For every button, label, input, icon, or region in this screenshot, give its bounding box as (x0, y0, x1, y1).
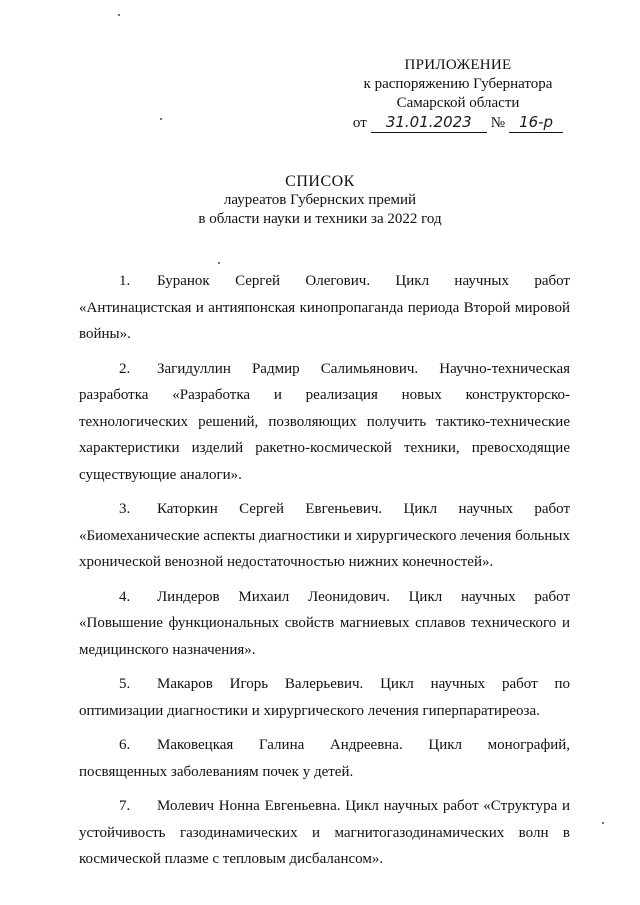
list-subtitle-1: лауреатов Губернских премий (223, 192, 417, 208)
item-number: 5. (119, 676, 131, 692)
item-text: Макаров Игорь Валерьевич. Цикл научных работ по оптимизации диагностики и хирургического лечения гиперпаратиреоза. (79, 676, 570, 719)
item-number: 4. (119, 588, 131, 605)
item-number: 1. (119, 273, 131, 289)
item-text: Каторкин Сергей Евгеньевич. Цикл научных работ «Биомеханические аспекты диагностики и хирургического лечения больных хронической венозной недостаточностью нижних конечностей». (79, 501, 570, 570)
list-item (79, 671, 570, 724)
item-text: Буранок Сергей Олегович. Цикл научных работ «Антинацистская и антияпонская кинопропаганда периода Второй мировой войны». (79, 273, 570, 342)
list-item (79, 356, 570, 489)
item-number: 6. (119, 737, 131, 753)
item-number: 3. (119, 501, 131, 517)
scan-speck (160, 118, 162, 120)
appendix-line-2: Самарской области (396, 95, 520, 111)
order-number: 16-р (509, 113, 563, 133)
item-text: Загидуллин Радмир Салимьянович. Научно-техническая разработка «Разработка и реализация новых конструкторско-технологических решений, позволяющих получить тактико-технические характеристики изделий ракетно-космической техники, превосходящие существующие аналоги». (79, 360, 570, 483)
appendix-title: ПРИЛОЖЕНИЕ (404, 57, 512, 73)
list-item (79, 793, 570, 873)
list-item (79, 496, 570, 576)
order-reference (338, 113, 578, 133)
list-subtitle-2: в области науки и техники за 2022 год (198, 211, 442, 227)
laureates-list (79, 268, 570, 881)
list-item (79, 732, 570, 785)
item-number: 2. (119, 360, 131, 377)
scan-speck (118, 14, 120, 16)
item-text: Молевич Нонна Евгеньевна. Цикл научных работ «Структура и устойчивость газодинамических и магнитогазодинамических волн в космической плазме с тепловым дисбалансом». (79, 798, 570, 867)
order-prefix-number: № (490, 115, 506, 131)
appendix-block (338, 56, 578, 133)
list-title: СПИСОК (285, 173, 355, 190)
scan-speck (218, 262, 220, 264)
list-item (79, 268, 570, 348)
scan-speck (602, 822, 604, 824)
list-item (79, 584, 570, 664)
item-number: 7. (119, 798, 131, 814)
appendix-line-1: к распоряжению Губернатора (363, 76, 553, 92)
order-date: 31.01.2023 (371, 113, 487, 133)
item-text: Маковецкая Галина Андреевна. Цикл монографий, посвященных заболеваниям почек у детей. (79, 737, 570, 780)
order-prefix-from: от (352, 115, 367, 131)
item-text: Линдеров Михаил Леонидович. Цикл научных работ «Повышение функциональных свойств магниевых сплавов технического и медицинского назначения». (79, 588, 570, 658)
list-heading (0, 172, 640, 229)
